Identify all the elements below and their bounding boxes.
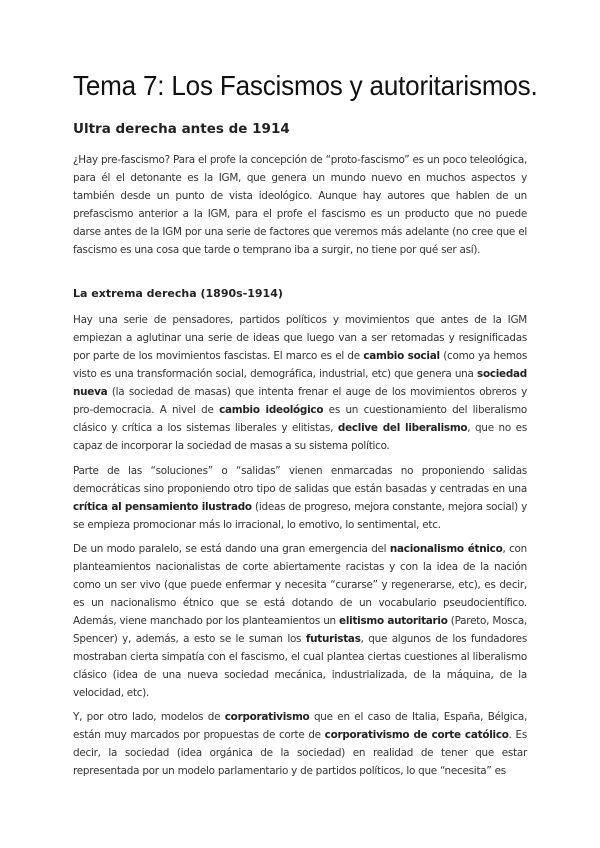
bold-term: nacionalismo étnico <box>389 543 503 555</box>
paragraph-text: (la sociedad de masas) que intenta frenar el auge de los movimientos obreros y pro-democracia. A nivel de <box>73 386 527 416</box>
bold-term: declive del liberalismo <box>337 422 468 434</box>
paragraph-text: (Pareto, Mosca, Spencer) y, además, a esto se le suman los <box>73 615 527 645</box>
paragraph-nacionalismo <box>73 540 527 702</box>
bold-term: corporativismo <box>224 711 310 723</box>
page-title: Tema 7: Los Fascismos y autoritarismos. <box>73 70 538 101</box>
paragraph-text: , que algunos de los fundadores mostraban cierta simpatía con el fascismo, el cual plantea ciertas cuestiones al liberalismo clásico (idea de una nueva sociedad mecánica, industrializada, de la máquina, de la velocidad, etc). <box>73 633 527 699</box>
paragraph-text: . Es decir, la sociedad (idea orgánica de la sociedad) en realidad de tener que estar representada por un modelo parlamentario y de partidos políticos, lo que “necesita” es <box>73 729 527 777</box>
bold-term: cambio ideológico <box>219 404 324 416</box>
paragraph-soluciones <box>73 462 527 534</box>
subsection-heading: La extrema derecha (1890s-1914) <box>73 287 283 300</box>
paragraph-text: , con planteamientos nacionalistas de corte abiertamente racistas y con la idea de la nación como un ser vivo (que puede enfermar y necesita “curarse” y regenerarse, etc), es decir, es un nacionalismo étnico que se está dotando de un vocabulario pseudocientífico. Además, viene manchado por los planteamientos un <box>73 543 527 627</box>
paragraph-text: que en el caso de Italia, España, Bélgica, están muy marcados por propuestas de corte de <box>73 711 527 741</box>
paragraph-text: , que no es capaz de incorporar la sociedad de masas a su sistema político. <box>73 422 527 452</box>
bold-term: elitismo autoritario <box>339 615 448 627</box>
paragraph-text: Parte de las “soluciones” o “salidas” vienen enmarcadas no proponiendo salidas democráticas sino proponiendo otro tipo de salidas que están basadas y centradas en una <box>73 465 527 495</box>
paragraph-text: (como ya hemos visto es una transformación social, demográfica, industrial, etc) que genera una <box>73 350 527 380</box>
paragraph-text: ¿Hay pre-fascismo? Para el profe la concepción de “proto-fascismo” es un poco teleológica, para él el detonante es la IGM, que genera un mundo nuevo en muchos aspectos y también desde un punto de vista ideológico. Aunque hay autores que hablen de un prefascismo anterior a la IGM, para el profe el fascismo es un producto que no puede darse antes de la IGM por una serie de factores que veremos más adelante (no cree que el fascismo es una cosa que tarde o temprano iba a surgir, no tiene por qué ser así). <box>73 154 527 256</box>
bold-term: corporativismo de corte católico <box>324 729 509 741</box>
paragraph-corporativismo <box>73 708 527 780</box>
paragraph-text: Hay una serie de pensadores, partidos políticos y movimientos que antes de la IGM empiezan a aglutinar una serie de ideas que luego van a ser retomadas y resignificadas por parte de los movimientos fascistas. El marco es el de <box>73 314 527 362</box>
paragraph-prefascismo <box>73 151 527 259</box>
paragraph-text: De un modo paralelo, se está dando una gran emergencia del <box>73 543 390 555</box>
section-heading: Ultra derecha antes de 1914 <box>73 121 290 137</box>
paragraph-text: es un cuestionamiento del liberalismo clásico y crítica a los sistemas liberales y elitistas, <box>73 404 527 434</box>
paragraph-text: Y, por otro lado, modelos de <box>73 711 225 723</box>
bold-term: sociedad nueva <box>73 368 527 398</box>
bold-term: cambio social <box>363 350 440 362</box>
paragraph-extrema-derecha <box>73 311 527 455</box>
paragraph-text: (ideas de progreso, mejora constante, mejora social) y se empieza promocionar más lo irracional, lo emotivo, lo sentimental, etc. <box>73 501 527 531</box>
bold-term: crítica al pensamiento ilustrado <box>73 501 252 513</box>
bold-term: futuristas <box>305 633 361 645</box>
